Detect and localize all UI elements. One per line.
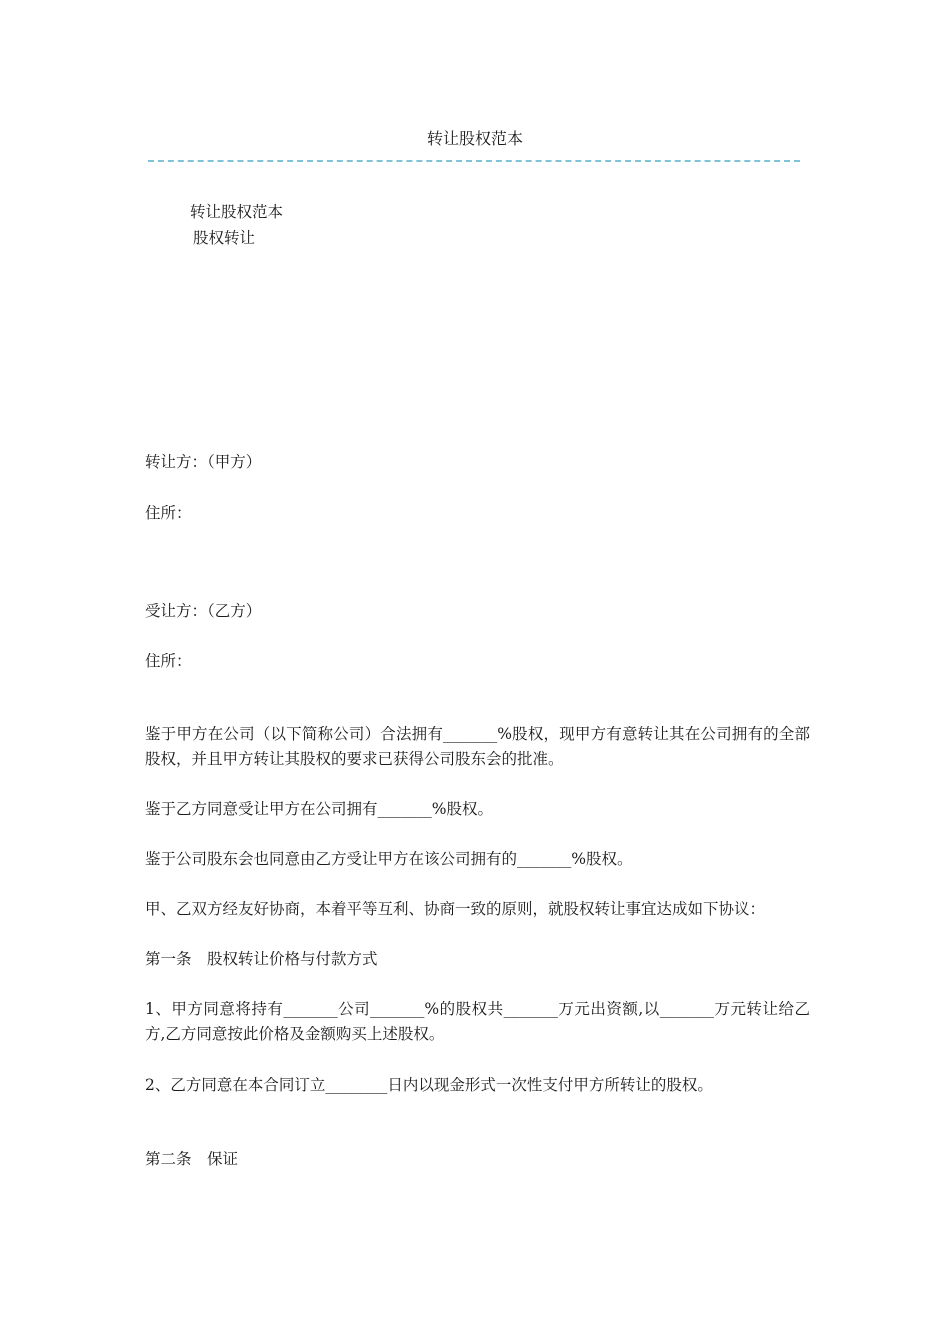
recital-paragraph-2: 鉴于乙方同意受让甲方在公司拥有_______%股权。 xyxy=(145,800,493,818)
title-dashed-divider xyxy=(148,160,800,162)
subtitle-line-2: 股权转让 xyxy=(193,229,256,247)
document-title: 转让股权范本 xyxy=(426,129,523,148)
transferee-label: 受让方：（乙方） xyxy=(145,602,262,620)
article-1-heading: 第一条 股权转让价格与付款方式 xyxy=(145,950,378,968)
article-1-clause-2: 2、乙方同意在本合同订立________日内以现金形式一次性支付甲方所转让的股权。 xyxy=(145,1076,713,1094)
recital-paragraph-1: 鉴于甲方在公司（以下简称公司）合法拥有_______%股权，现甲方有意转让其在公司拥有的全部股权，并且甲方转让其股权的要求已获得公司股东会的批准。 xyxy=(145,725,810,768)
article-2-heading: 第二条 保证 xyxy=(145,1150,239,1168)
article-1-clause-1: 1、甲方同意将持有_______公司_______%的股权共_______万元出资额,以_______万元转让给乙方,乙方同意按此价格及金额购买上述股权。 xyxy=(145,1000,810,1043)
subtitle-line-1: 转让股权范本 xyxy=(190,203,284,221)
transferee-address-label: 住所： xyxy=(145,652,192,670)
agreement-intro-paragraph: 甲、乙双方经友好协商，本着平等互利、协商一致的原则，就股权转让事宜达成如下协议： xyxy=(145,900,766,918)
transferor-address-label: 住所： xyxy=(145,504,192,522)
recital-paragraph-3: 鉴于公司股东会也同意由乙方受让甲方在该公司拥有的_______%股权。 xyxy=(145,850,633,868)
transferor-label: 转让方：（甲方） xyxy=(145,453,262,471)
